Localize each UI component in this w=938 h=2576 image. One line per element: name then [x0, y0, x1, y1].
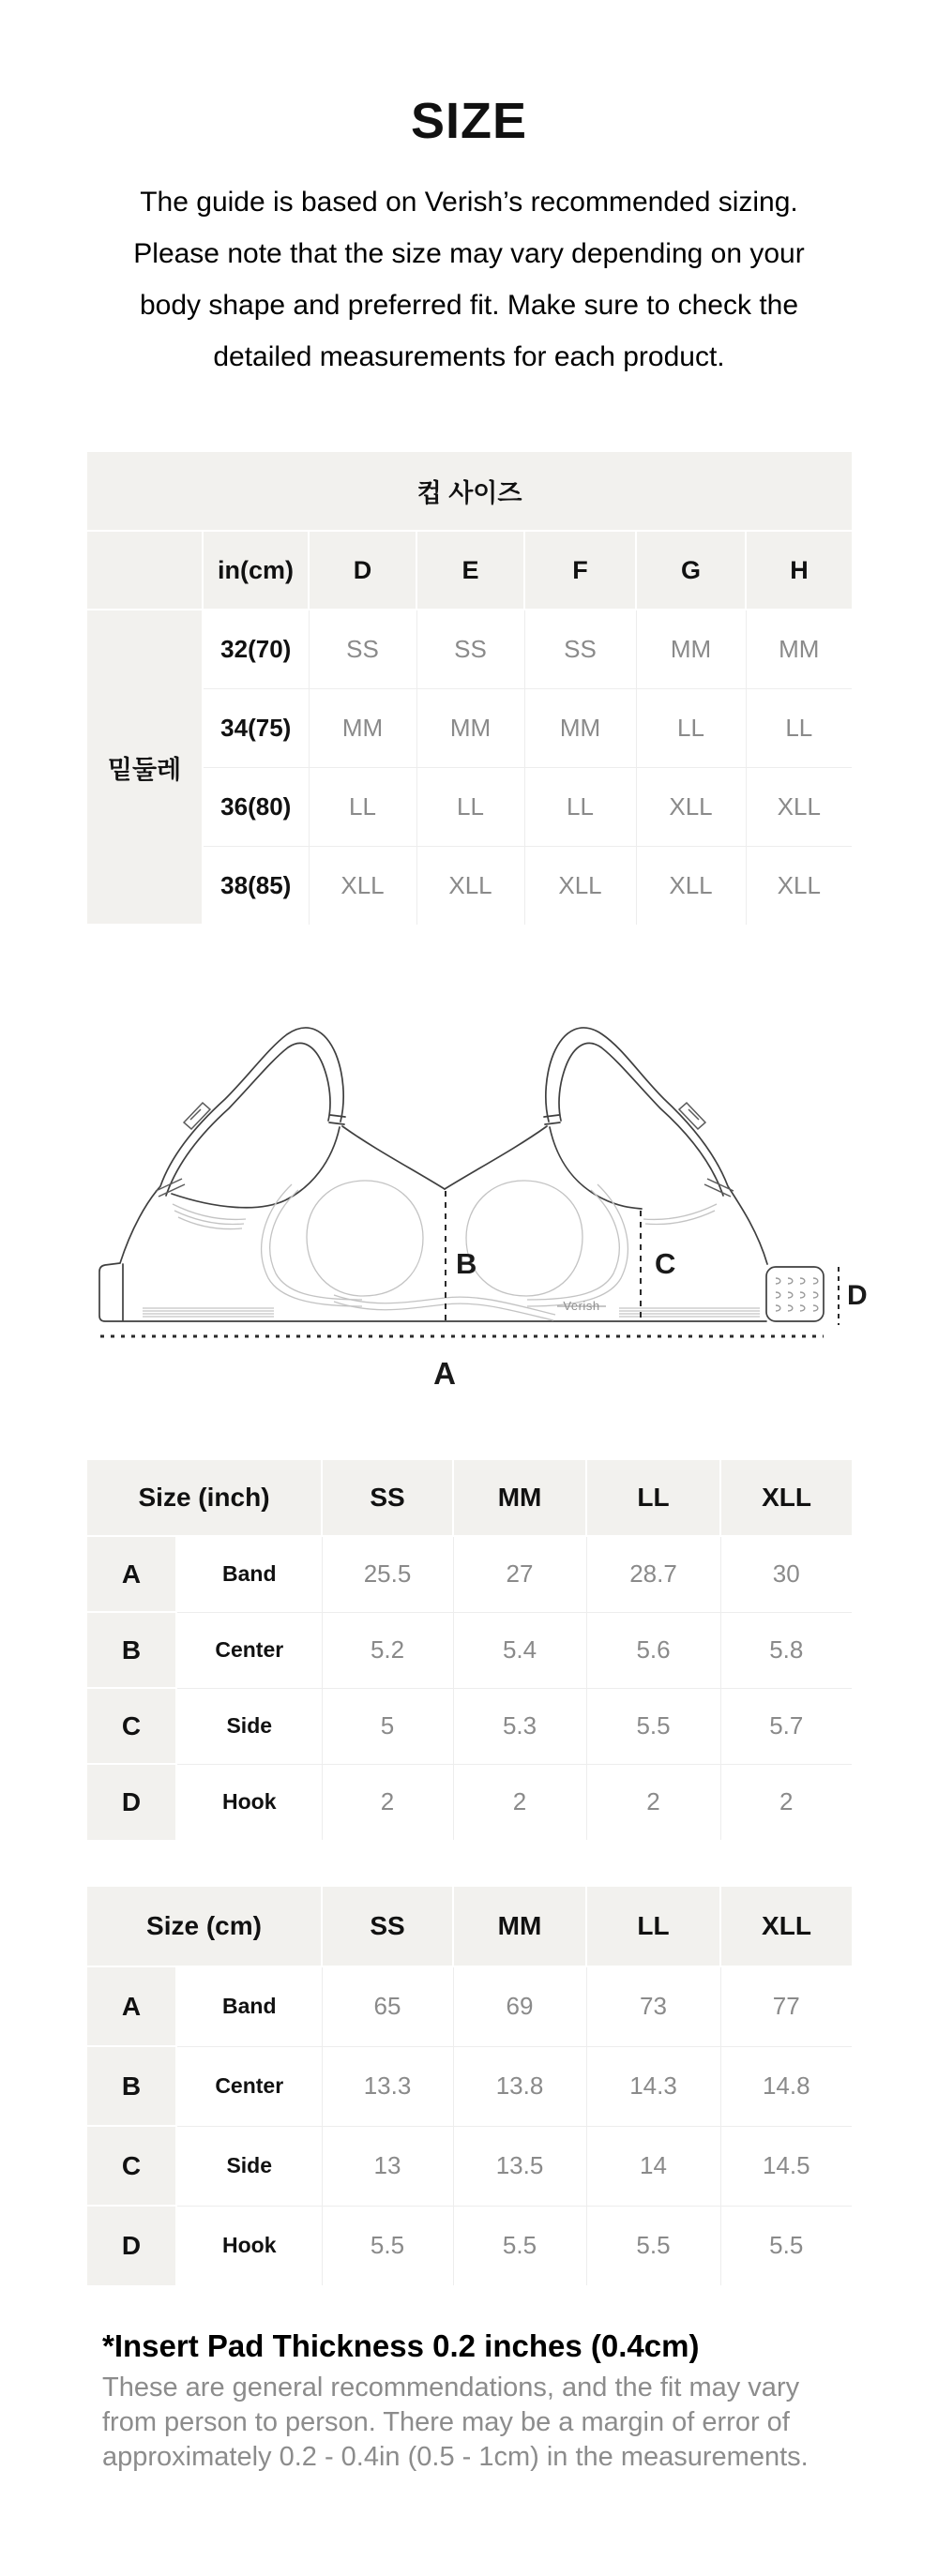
- row-key: B: [87, 1612, 176, 1688]
- value-cell: 30: [720, 1536, 852, 1612]
- size-cell: XLL: [746, 846, 852, 925]
- size-cell: SS: [309, 610, 416, 688]
- verish-logo: [557, 1299, 606, 1313]
- intro-text: [28, 176, 910, 383]
- size-cell: XLL: [309, 846, 416, 925]
- label-c: C: [655, 1247, 676, 1280]
- value-cell: 2: [720, 1764, 852, 1840]
- table-row: [87, 846, 852, 925]
- strap-adjusters: [156, 1103, 734, 1197]
- insert-pad-note: *Insert Pad Thickness 0.2 inches (0.4cm): [102, 2328, 700, 2363]
- label-a: A: [433, 1356, 456, 1391]
- col-header: SS: [322, 1460, 453, 1536]
- size-cell: MM: [524, 688, 636, 767]
- size-cm-table: [87, 1887, 852, 2285]
- size-cell: MM: [746, 610, 852, 688]
- col-header: H: [746, 531, 852, 610]
- value-cell: 65: [322, 1966, 453, 2046]
- row-key: B: [87, 2046, 176, 2126]
- value-cell: 14: [586, 2126, 720, 2206]
- value-cell: 5.5: [720, 2206, 852, 2285]
- value-cell: 5.3: [453, 1688, 586, 1764]
- value-cell: 2: [586, 1764, 720, 1840]
- value-cell: 5.5: [322, 2206, 453, 2285]
- row-key: C: [87, 1688, 176, 1764]
- table-row: [87, 2206, 852, 2285]
- table-row: [87, 1966, 852, 2046]
- value-cell: 14.3: [586, 2046, 720, 2126]
- row-key: A: [87, 1536, 176, 1612]
- verish-logo-text: Verish: [563, 1299, 600, 1313]
- col-header: LL: [586, 1460, 720, 1536]
- row-name: Band: [176, 1536, 322, 1612]
- intro-line: body shape and preferred fit. Make sure to check the: [139, 290, 799, 321]
- row-name: Center: [176, 2046, 322, 2126]
- value-cell: 5: [322, 1688, 453, 1764]
- value-cell: 5.6: [586, 1612, 720, 1688]
- row-name: Center: [176, 1612, 322, 1688]
- size-cell: XLL: [746, 767, 852, 846]
- size-cell: XLL: [416, 846, 524, 925]
- value-cell: 2: [453, 1764, 586, 1840]
- intro-line: detailed measurements for each product.: [213, 341, 725, 372]
- col-header: LL: [586, 1887, 720, 1966]
- label-b: B: [456, 1247, 477, 1280]
- value-cell: 69: [453, 1966, 586, 2046]
- row-group-label: 밑둘레: [87, 610, 203, 925]
- row-key: D: [87, 1764, 176, 1840]
- col-header: XLL: [720, 1460, 852, 1536]
- row-key: A: [87, 1966, 176, 2046]
- row-key: C: [87, 2126, 176, 2206]
- row-name: Side: [176, 2126, 322, 2206]
- corner-cell: [87, 531, 203, 610]
- size-cell: XLL: [636, 767, 746, 846]
- table-header-row: [87, 531, 852, 610]
- page-title: SIZE: [410, 93, 528, 149]
- row-label: 36(80): [203, 767, 309, 846]
- value-cell: 5.5: [586, 1688, 720, 1764]
- row-key: D: [87, 2206, 176, 2285]
- col-header: F: [524, 531, 636, 610]
- label-d: D: [847, 1280, 868, 1311]
- value-cell: 77: [720, 1966, 852, 2046]
- value-cell: 13.3: [322, 2046, 453, 2126]
- size-cell: MM: [416, 688, 524, 767]
- table-row: [87, 767, 852, 846]
- value-cell: 5.2: [322, 1612, 453, 1688]
- col-header: SS: [322, 1887, 453, 1966]
- table-row: [87, 1536, 852, 1612]
- bra-diagram: [66, 983, 886, 1409]
- cup-size-table: [87, 452, 852, 926]
- row-name: Hook: [176, 2206, 322, 2285]
- size-cell: SS: [416, 610, 524, 688]
- fit-disclaimer: [102, 2371, 881, 2475]
- table-title: Size (cm): [87, 1887, 322, 1966]
- table-title-row: [87, 452, 852, 531]
- size-cell: LL: [636, 688, 746, 767]
- cup-table-title: 컵 사이즈: [87, 452, 852, 531]
- value-cell: 28.7: [586, 1536, 720, 1612]
- size-cell: XLL: [524, 846, 636, 925]
- table-row: [87, 1612, 852, 1688]
- size-inch-table: [87, 1460, 852, 1840]
- size-cell: MM: [309, 688, 416, 767]
- col-header: MM: [453, 1460, 586, 1536]
- table-row: [87, 610, 852, 688]
- table-row: [87, 2046, 852, 2126]
- fit-disclaimer-line: These are general recommendations, and the fit may vary: [102, 2373, 800, 2403]
- value-cell: 5.5: [586, 2206, 720, 2285]
- size-cell: LL: [416, 767, 524, 846]
- col-header: G: [636, 531, 746, 610]
- intro-line: The guide is based on Verish’s recommended sizing.: [140, 187, 798, 218]
- row-name: Hook: [176, 1764, 322, 1840]
- value-cell: 13.5: [453, 2126, 586, 2206]
- value-cell: 27: [453, 1536, 586, 1612]
- col-header: in(cm): [203, 531, 309, 610]
- value-cell: 5.5: [453, 2206, 586, 2285]
- hook-panel: [766, 1267, 824, 1321]
- value-cell: 5.8: [720, 1612, 852, 1688]
- value-cell: 2: [322, 1764, 453, 1840]
- row-label: 38(85): [203, 846, 309, 925]
- table-row: [87, 688, 852, 767]
- table-title: Size (inch): [87, 1460, 322, 1536]
- table-row: [87, 2126, 852, 2206]
- col-header: MM: [453, 1887, 586, 1966]
- size-cell: MM: [636, 610, 746, 688]
- fit-disclaimer-line: approximately 0.2 - 0.4in (0.5 - 1cm) in the measurements.: [102, 2442, 809, 2472]
- value-cell: 5.4: [453, 1612, 586, 1688]
- col-header: D: [309, 531, 416, 610]
- fit-disclaimer-line: from person to person. There may be a margin of error of: [102, 2407, 790, 2437]
- size-cell: LL: [746, 688, 852, 767]
- size-cell: SS: [524, 610, 636, 688]
- row-name: Band: [176, 1966, 322, 2046]
- size-cell: LL: [309, 767, 416, 846]
- row-label: 34(75): [203, 688, 309, 767]
- value-cell: 14.8: [720, 2046, 852, 2126]
- table-row: [87, 1764, 852, 1840]
- table-row: [87, 1688, 852, 1764]
- value-cell: 13.8: [453, 2046, 586, 2126]
- table-header-row: [87, 1460, 852, 1536]
- table-header-row: [87, 1887, 852, 1966]
- col-header: XLL: [720, 1887, 852, 1966]
- value-cell: 14.5: [720, 2126, 852, 2206]
- value-cell: 13: [322, 2126, 453, 2206]
- value-cell: 73: [586, 1966, 720, 2046]
- row-name: Side: [176, 1688, 322, 1764]
- size-cell: XLL: [636, 846, 746, 925]
- value-cell: 25.5: [322, 1536, 453, 1612]
- col-header: E: [416, 531, 524, 610]
- size-cell: LL: [524, 767, 636, 846]
- row-label: 32(70): [203, 610, 309, 688]
- intro-line: Please note that the size may vary depending on your: [133, 238, 805, 269]
- value-cell: 5.7: [720, 1688, 852, 1764]
